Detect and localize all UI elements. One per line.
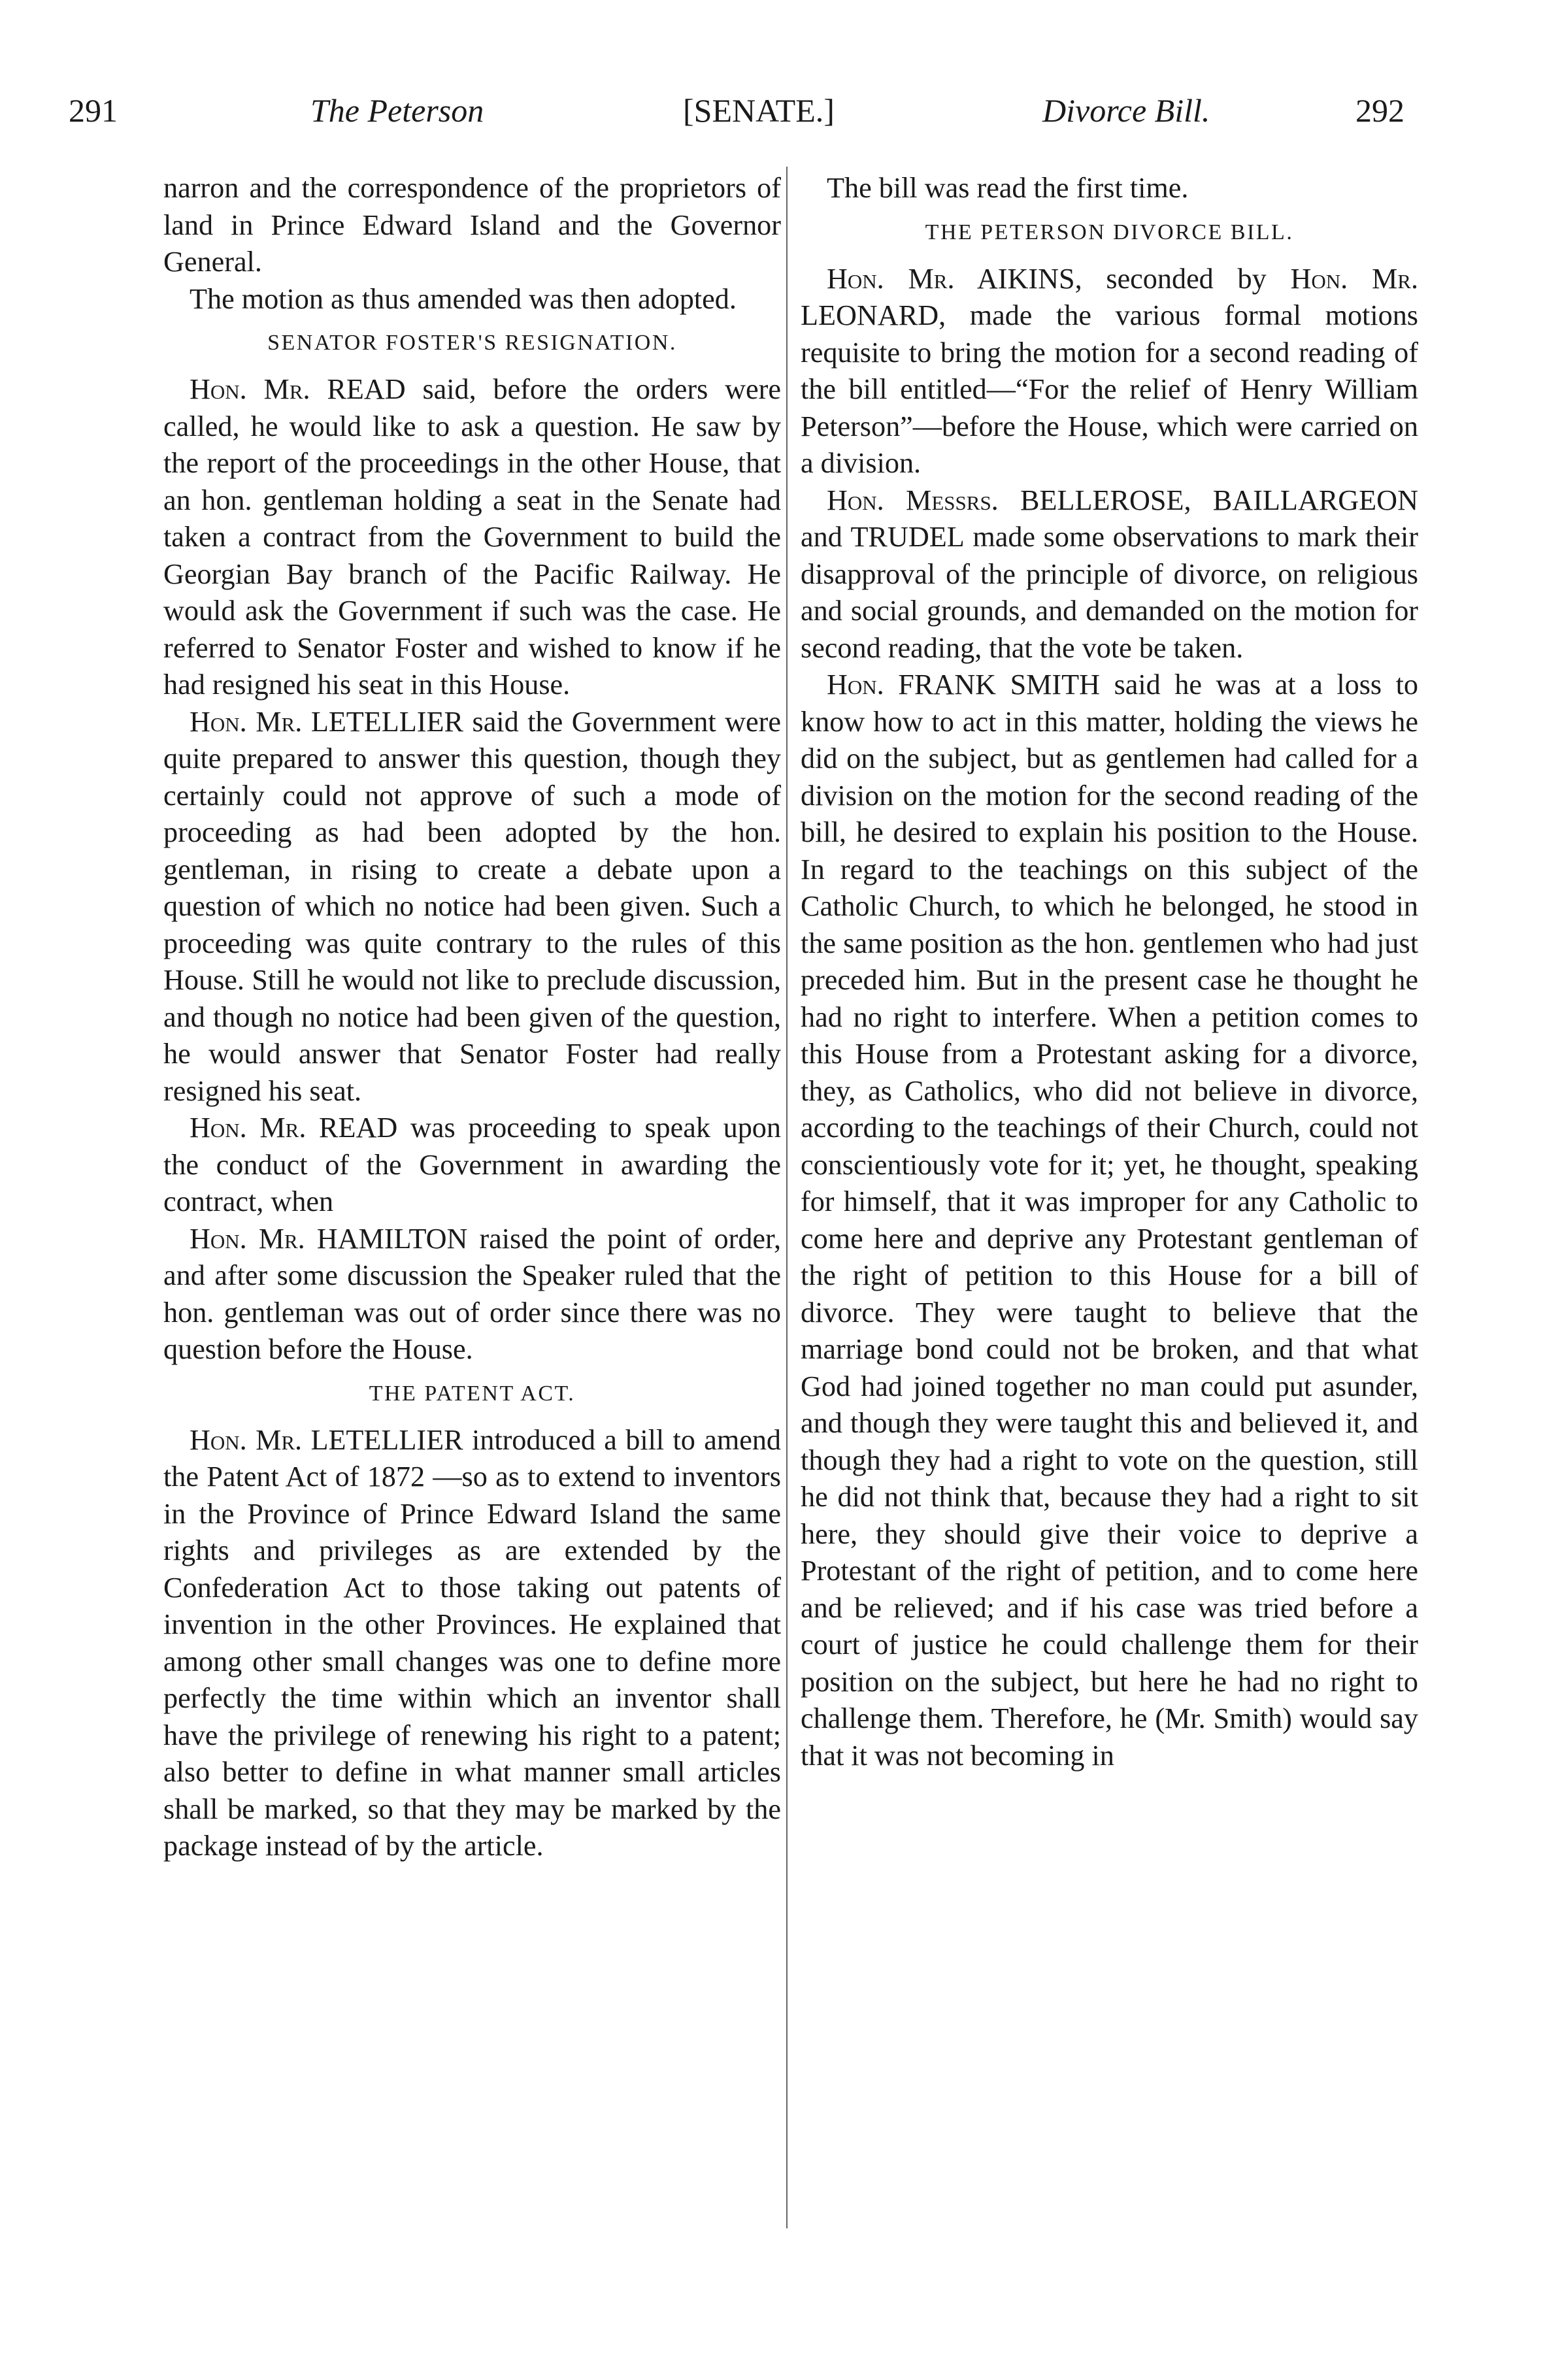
paragraph-text: The bill was read the first time. <box>827 172 1189 204</box>
left-page-number: 291 <box>69 92 118 129</box>
right-page-number: 292 <box>1355 92 1404 129</box>
paragraph <box>163 1110 781 1221</box>
speaker-name: Hon. Mr. READ <box>190 373 406 405</box>
paragraph-text: The motion as thus amended was then adopted. <box>190 282 737 315</box>
paragraph-text: introduced a bill to amend the Patent Act of 1872 —so as to extend to inventors in the Province of Prince Edward Island the same rights and privileges as are extended by the Confederation Act to those taking out patents of invention in the other Provinces. He explained that among other small changes was one to define more perfectly the time within which an inventor shall have the privilege of renewing his right to a patent; also better to define in what manner small articles shall be marked, so that they may be marked by the package instead of by the article. <box>163 1423 782 1862</box>
paragraph-text: was proceeding to speak upon the conduct of the Government in awarding the contract, when <box>163 1112 781 1217</box>
paragraph <box>801 170 1418 207</box>
running-head <box>69 91 1404 144</box>
paragraph-text: said, before the orders were called, he would like to ask a question. He saw by the report of the proceedings in the other House, that an hon. gentleman holding a seat in the Senate had taken a contract from the Government to build the Georgian Bay branch of the Pacific Railway. He would ask the Government if such was the case. He referred to Senator Foster and wished to know if he had resigned his seat in this House. <box>163 373 781 701</box>
chamber-label: [SENATE.] <box>683 92 835 129</box>
paragraph <box>801 261 1418 482</box>
speaker-name: Hon. FRANK SMITH <box>827 669 1101 701</box>
paragraph-text: narron and the correspondence of the proprietors of land in Prince Edward Island and the Governor General. <box>163 172 781 278</box>
paragraph-text: and <box>801 521 851 553</box>
left-column <box>163 170 781 2248</box>
paragraph-text: said the Government were quite prepared to answer this question, though they certainly could not approve of such a mode of proceeding as had been adopted by the hon. gentleman, in rising to create a debate upon a question of which no notice had been given. Such a proceeding was quite contrary to the rules of this House. Still he would not like to preclude discussion, and though no notice had been given of the question, he would answer that Senator Foster had really resigned his seat. <box>163 705 781 1107</box>
paragraph <box>163 281 781 318</box>
paragraph <box>163 170 781 281</box>
speaker-name: Hon. Mr. HAMILTON <box>190 1222 468 1255</box>
paragraph <box>163 371 781 704</box>
right-running-title: Divorce Bill. <box>1042 92 1210 129</box>
paragraph <box>163 1221 781 1368</box>
left-running-title: The Peterson <box>310 92 484 129</box>
paragraph <box>801 667 1418 1774</box>
speaker-name: Hon. Messrs. BELLEROSE, BAILLARGEON <box>827 484 1418 516</box>
section-heading: THE PETERSON DIVORCE BILL. <box>925 220 1294 244</box>
speaker-name: Hon. Mr. LETELLIER <box>190 705 463 738</box>
right-column <box>801 170 1418 2248</box>
paragraph <box>801 482 1418 667</box>
paragraph <box>163 704 781 1110</box>
paragraph-text: , seconded by <box>1074 262 1291 295</box>
section-heading: THE PATENT ACT. <box>369 1381 576 1406</box>
speaker-name: Hon. Mr. LETELLIER <box>190 1423 463 1456</box>
paragraph-text: said he was at a loss to know how to act in this matter, holding the views he did on the subject, but as gentlemen had called for a division on the motion for the second reading of the bill, he desired to explain his position to the House. In regard to the teachings on this subject of the Catholic Church, to which he belonged, he stood in the same position as the hon. gentlemen who had just preceded him. But in the present case he thought he had no right to interfere. When a petition comes to this House from a Protestant asking for a divorce, they, as Catholics, who did not believe in divorce, according to the teachings of their Church, could not conscientiously vote for it; yet, he thought, speaking for himself, that it was improper for any Catholic to come here and deprive any Protestant gentleman of the right of petition to this House for a bill of divorce. They were taught to believe that the marriage bond could not be broken, and that what God had joined together no man could put asunder, and though they were taught this and believed it, and though they had a right to vote on the question, still he did not think that, because they had a right to sit here, they should give their voice to deprive a Protestant of the right of petition, and to come here and be relieved; and if his case was tried before a court of justice he could challenge them for their position on the subject, but here he had no right to challenge them. Therefore, he (Mr. Smith) would say that it was not becoming in <box>801 669 1418 1772</box>
speaker-name: Hon. Mr. LEONARD <box>801 262 1418 331</box>
paragraph-text: raised the point of order, and after some discussion the Speaker ruled that the hon. gentleman was out of order since there was no question before the House. <box>163 1222 782 1365</box>
speaker-name: Hon. Mr. READ <box>190 1112 398 1144</box>
section-heading: SENATOR FOSTER'S RESIGNATION. <box>267 331 677 355</box>
paragraph-text: , made the various formal motions requisite to bring the motion for a second reading of the bill entitled—“For the relief of Henry William Peterson”—before the House, which were carried on a division. <box>801 299 1418 479</box>
column-divider <box>786 167 788 2228</box>
paragraph-text: made some observations to mark their disapproval of the principle of divorce, on religious and social grounds, and demanded on the motion for second reading, that the vote be taken. <box>801 521 1418 664</box>
speaker-name: Hon. Mr. AIKINS <box>827 262 1075 295</box>
paragraph <box>163 1422 781 1865</box>
speaker-name: TRUDEL <box>850 521 965 553</box>
